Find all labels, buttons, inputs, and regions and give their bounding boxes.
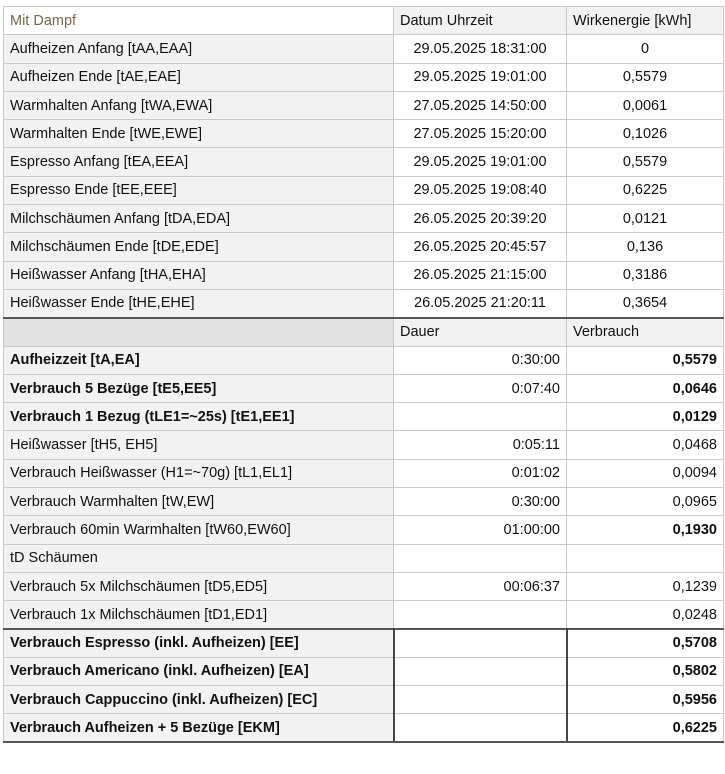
result-duration: 0:30:00 xyxy=(394,346,567,374)
measurement-row xyxy=(4,176,724,204)
measurement-label: Espresso Ende [tEE,EEE] xyxy=(4,176,394,204)
result-label: Verbrauch 1 Bezug (tLE1=~25s) [tE1,EE1] xyxy=(4,403,394,431)
measurement-label: Aufheizen Anfang [tAA,EAA] xyxy=(4,35,394,63)
measurement-label: Warmhalten Ende [tWE,EWE] xyxy=(4,120,394,148)
result-duration xyxy=(394,403,567,431)
result-label: Verbrauch Heißwasser (H1=~70g) [tL1,EL1] xyxy=(4,459,394,487)
measurement-datetime: 26.05.2025 20:39:20 xyxy=(394,205,567,233)
total-row xyxy=(4,657,724,685)
total-row xyxy=(4,714,724,742)
measurement-energy: 0,1026 xyxy=(567,120,724,148)
result-label: Verbrauch Warmhalten [tW,EW] xyxy=(4,488,394,516)
result-duration: 01:00:00 xyxy=(394,516,567,544)
result-duration: 00:06:37 xyxy=(394,572,567,600)
total-duration xyxy=(394,629,567,657)
result-row xyxy=(4,431,724,459)
measurement-datetime: 26.05.2025 21:20:11 xyxy=(394,289,567,317)
result-consumption: 0,0094 xyxy=(567,459,724,487)
header-row xyxy=(4,7,724,35)
result-label: Verbrauch 60min Warmhalten [tW60,EW60] xyxy=(4,516,394,544)
result-consumption: 0,0248 xyxy=(567,601,724,629)
total-consumption: 0,6225 xyxy=(567,714,724,742)
result-consumption xyxy=(567,544,724,572)
result-duration: 0:05:11 xyxy=(394,431,567,459)
header-cell-energy: Wirkenergie [kWh] xyxy=(567,7,724,35)
results-header-consumption: Verbrauch xyxy=(567,318,724,346)
measurement-energy: 0,0061 xyxy=(567,91,724,119)
measurement-energy: 0 xyxy=(567,35,724,63)
measurement-row xyxy=(4,261,724,289)
results-header-row xyxy=(4,318,724,346)
result-row xyxy=(4,403,724,431)
total-row xyxy=(4,686,724,714)
measurement-energy: 0,136 xyxy=(567,233,724,261)
result-row xyxy=(4,601,724,629)
measurement-datetime: 29.05.2025 18:31:00 xyxy=(394,35,567,63)
total-duration xyxy=(394,657,567,685)
measurement-energy: 0,6225 xyxy=(567,176,724,204)
measurement-label: Espresso Anfang [tEA,EEA] xyxy=(4,148,394,176)
result-label: tD Schäumen xyxy=(4,544,394,572)
measurement-datetime: 29.05.2025 19:01:00 xyxy=(394,148,567,176)
result-row xyxy=(4,516,724,544)
result-consumption: 0,5579 xyxy=(567,346,724,374)
measurement-row xyxy=(4,91,724,119)
measurement-energy: 0,5579 xyxy=(567,63,724,91)
measurement-datetime: 29.05.2025 19:08:40 xyxy=(394,176,567,204)
measurement-datetime: 26.05.2025 21:15:00 xyxy=(394,261,567,289)
measurement-datetime: 27.05.2025 15:20:00 xyxy=(394,120,567,148)
measurement-row xyxy=(4,289,724,317)
total-duration xyxy=(394,686,567,714)
result-row xyxy=(4,459,724,487)
results-header-duration: Dauer xyxy=(394,318,567,346)
total-label: Verbrauch Aufheizen + 5 Bezüge [EKM] xyxy=(4,714,394,742)
measurement-row xyxy=(4,63,724,91)
result-consumption: 0,0965 xyxy=(567,488,724,516)
result-duration: 0:07:40 xyxy=(394,374,567,402)
measurement-datetime: 27.05.2025 14:50:00 xyxy=(394,91,567,119)
result-consumption: 0,0129 xyxy=(567,403,724,431)
total-label: Verbrauch Espresso (inkl. Aufheizen) [EE] xyxy=(4,629,394,657)
measurement-energy: 0,3654 xyxy=(567,289,724,317)
total-duration xyxy=(394,714,567,742)
measurement-label: Heißwasser Ende [tHE,EHE] xyxy=(4,289,394,317)
measurement-row xyxy=(4,35,724,63)
total-consumption: 0,5802 xyxy=(567,657,724,685)
result-consumption: 0,0646 xyxy=(567,374,724,402)
total-row xyxy=(4,629,724,657)
measurement-label: Milchschäumen Anfang [tDA,EDA] xyxy=(4,205,394,233)
result-duration xyxy=(394,544,567,572)
measurement-label: Heißwasser Anfang [tHA,EHA] xyxy=(4,261,394,289)
measurement-row xyxy=(4,233,724,261)
result-duration: 0:30:00 xyxy=(394,488,567,516)
measurement-row xyxy=(4,120,724,148)
measurement-label: Milchschäumen Ende [tDE,EDE] xyxy=(4,233,394,261)
measurement-row xyxy=(4,205,724,233)
total-consumption: 0,5708 xyxy=(567,629,724,657)
result-consumption: 0,0468 xyxy=(567,431,724,459)
measurement-datetime: 29.05.2025 19:01:00 xyxy=(394,63,567,91)
result-duration xyxy=(394,601,567,629)
measurement-label: Aufheizen Ende [tAE,EAE] xyxy=(4,63,394,91)
results-header-label xyxy=(4,318,394,346)
result-row xyxy=(4,346,724,374)
result-label: Verbrauch 5 Bezüge [tE5,EE5] xyxy=(4,374,394,402)
measurement-label: Warmhalten Anfang [tWA,EWA] xyxy=(4,91,394,119)
measurement-energy: 0,0121 xyxy=(567,205,724,233)
result-consumption: 0,1930 xyxy=(567,516,724,544)
result-row xyxy=(4,544,724,572)
result-label: Aufheizzeit [tA,EA] xyxy=(4,346,394,374)
measurement-row xyxy=(4,148,724,176)
measurement-datetime: 26.05.2025 20:45:57 xyxy=(394,233,567,261)
total-label: Verbrauch Cappuccino (inkl. Aufheizen) [EC] xyxy=(4,686,394,714)
result-label: Verbrauch 1x Milchschäumen [tD1,ED1] xyxy=(4,601,394,629)
result-label: Verbrauch 5x Milchschäumen [tD5,ED5] xyxy=(4,572,394,600)
result-row xyxy=(4,572,724,600)
total-consumption: 0,5956 xyxy=(567,686,724,714)
measurement-energy: 0,3186 xyxy=(567,261,724,289)
result-consumption: 0,1239 xyxy=(567,572,724,600)
result-row xyxy=(4,374,724,402)
result-duration: 0:01:02 xyxy=(394,459,567,487)
total-label: Verbrauch Americano (inkl. Aufheizen) [EA] xyxy=(4,657,394,685)
header-cell-datetime: Datum Uhrzeit xyxy=(394,7,567,35)
result-row xyxy=(4,488,724,516)
header-cell-label: Mit Dampf xyxy=(4,7,394,35)
energy-table xyxy=(3,6,724,743)
measurement-energy: 0,5579 xyxy=(567,148,724,176)
result-label: Heißwasser [tH5, EH5] xyxy=(4,431,394,459)
